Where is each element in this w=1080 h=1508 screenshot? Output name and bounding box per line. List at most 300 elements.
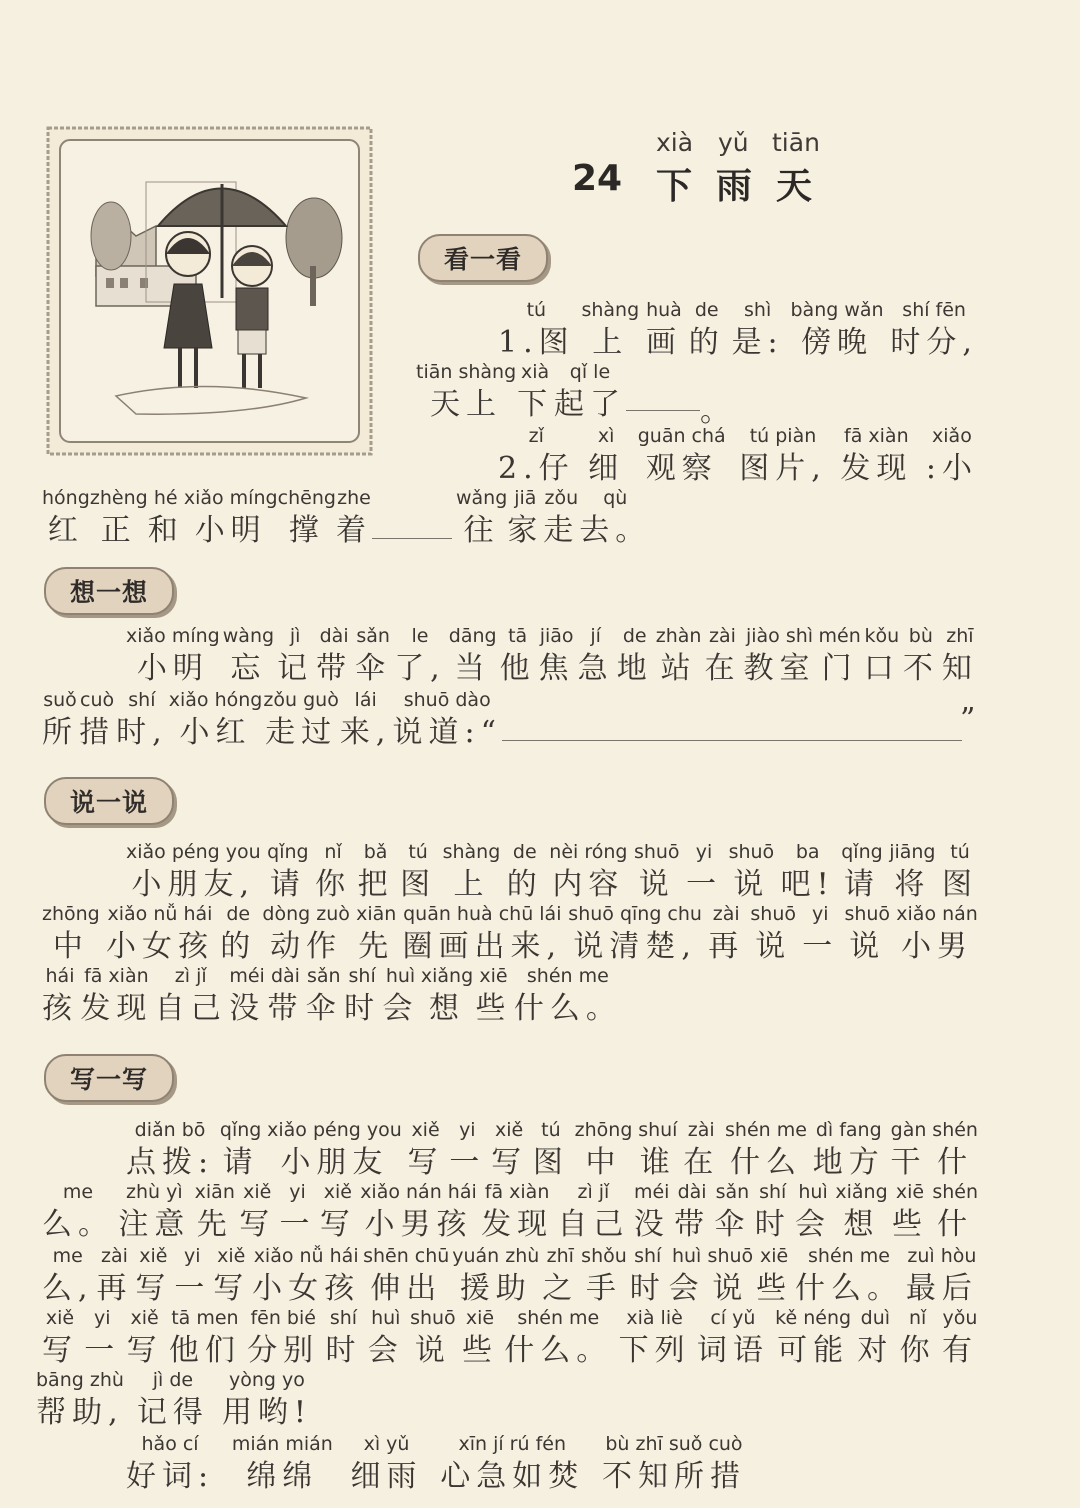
word <box>900 1304 936 1370</box>
hanzi: 细雨 <box>350 1459 423 1494</box>
word <box>539 622 575 688</box>
pinyin: dòng zuò <box>262 903 350 925</box>
word <box>252 1242 360 1308</box>
hanzi: 当 <box>454 651 491 686</box>
hanzi: 小女孩 <box>105 929 214 964</box>
pinyin: huì <box>671 1245 702 1267</box>
hanzi: 观察 <box>645 451 718 486</box>
hanzi: 来, <box>339 715 392 750</box>
word <box>498 296 575 362</box>
word <box>844 900 890 966</box>
word <box>116 686 168 752</box>
hanzi: 1.图 <box>498 325 575 360</box>
word <box>263 686 338 752</box>
word <box>126 838 261 904</box>
word <box>403 900 563 966</box>
pinyin: shén me <box>725 1119 807 1141</box>
pinyin: shuō qīng chu <box>568 903 702 925</box>
pinyin: jiào shì <box>745 625 814 647</box>
hanzi: 些 <box>756 1271 793 1306</box>
hanzi: 门 <box>821 651 858 686</box>
hanzi: 是: <box>731 325 784 360</box>
word <box>708 900 744 966</box>
hanzi: 走 <box>543 513 580 548</box>
hanzi: 图片, <box>739 451 827 486</box>
section-badge-think: 想一想 <box>44 567 174 615</box>
word <box>683 1116 719 1182</box>
hanzi: 撑 <box>288 513 325 548</box>
word <box>630 1242 666 1308</box>
word <box>755 1178 791 1244</box>
hanzi: 上 <box>453 867 490 902</box>
word <box>316 622 352 688</box>
pinyin: yi <box>811 903 829 925</box>
hanzi: 动作 <box>270 929 343 964</box>
word <box>232 1430 333 1496</box>
pinyin: zhī <box>946 625 974 647</box>
pinyin: cuò <box>80 689 115 711</box>
hanzi: 地 <box>616 651 653 686</box>
pinyin: nǐ <box>324 841 342 863</box>
answer-blank-weather[interactable] <box>626 380 700 411</box>
pinyin: jì <box>289 625 301 647</box>
pinyin: huì <box>385 965 416 987</box>
pinyin: zǒu <box>544 487 579 509</box>
hanzi: 上 <box>592 325 629 360</box>
word <box>942 838 978 904</box>
word <box>729 838 775 904</box>
hanzi: 走过 <box>265 715 338 750</box>
pinyin: yuán zhù <box>452 1245 540 1267</box>
pinyin: shén me <box>526 965 609 987</box>
pinyin: nèi róng <box>549 841 628 863</box>
word <box>813 1116 885 1182</box>
hanzi: 有 <box>941 1333 978 1368</box>
pinyin: me <box>52 1245 83 1267</box>
hanzi: 伞 <box>355 651 392 686</box>
pinyin: xiě <box>243 1181 272 1203</box>
pinyin: hái <box>45 965 75 987</box>
pinyin: dài <box>319 625 349 647</box>
pinyin: xiē <box>465 1307 495 1329</box>
hanzi: 对 <box>857 1333 894 1368</box>
pinyin: jiāo <box>539 625 574 647</box>
word <box>756 1242 792 1308</box>
pinyin: xiān <box>194 1181 235 1203</box>
text-line-2 <box>416 358 626 424</box>
pinyin: bāng zhù <box>36 1369 124 1391</box>
pinyin: hé <box>153 487 178 509</box>
word <box>932 1116 978 1182</box>
word <box>195 1178 235 1244</box>
pinyin: dāng <box>448 625 497 647</box>
word <box>358 838 394 904</box>
pinyin: huì <box>798 1181 828 1203</box>
illustration <box>46 126 373 456</box>
word <box>127 1304 163 1370</box>
hanzi: 说 <box>733 867 770 902</box>
hanzi: 记 <box>277 651 314 686</box>
word <box>315 838 351 904</box>
pinyin: kě néng <box>775 1307 852 1329</box>
pinyin: xià liè <box>626 1307 683 1329</box>
hanzi: 会 <box>668 1271 705 1306</box>
hanzi: 写 <box>319 1207 356 1242</box>
hanzi: 不 <box>902 651 939 686</box>
pinyin: yǒu <box>942 1307 978 1329</box>
word <box>344 962 380 1028</box>
pinyin: shuō <box>633 841 680 863</box>
word <box>656 622 702 688</box>
pinyin: shǒu <box>581 1245 627 1267</box>
pinyin: xīn jí rú fén <box>458 1433 566 1455</box>
word <box>476 962 512 1028</box>
pinyin: nǐ <box>908 1307 927 1329</box>
pinyin: qǐng <box>219 1119 262 1141</box>
pinyin: shí <box>634 1245 662 1267</box>
hanzi: 和 <box>147 513 184 548</box>
word <box>452 1242 539 1308</box>
text-line-4a <box>42 484 372 550</box>
pinyin: xiǎo hóng <box>168 689 263 711</box>
hanzi: 写 <box>126 1333 163 1368</box>
pinyin: ba <box>795 841 820 863</box>
pinyin: shuō <box>707 1245 754 1267</box>
pinyin: zài <box>101 1245 128 1267</box>
word <box>356 900 396 966</box>
word <box>42 1242 94 1308</box>
hanzi: 吧! <box>780 867 835 902</box>
hanzi: 说 <box>712 1271 749 1306</box>
hanzi: 写 <box>213 1271 250 1306</box>
hanzi: 时分, <box>890 325 978 360</box>
pinyin: tā men <box>171 1307 239 1329</box>
pinyin: shén me <box>517 1307 600 1329</box>
hanzi: 么, <box>42 1271 94 1306</box>
pinyin: tú <box>541 1119 561 1141</box>
word <box>549 838 627 904</box>
pinyin: guān chá <box>637 425 726 447</box>
hanzi: 着 <box>336 513 372 548</box>
hanzi: 什么。 <box>513 991 622 1026</box>
word <box>184 484 278 550</box>
word <box>568 900 702 966</box>
answer-blank-object[interactable] <box>372 508 452 539</box>
pinyin: zài <box>709 625 736 647</box>
pinyin: xì <box>597 425 615 447</box>
pinyin: fēn bié <box>250 1307 316 1329</box>
word <box>634 838 680 904</box>
word <box>638 1116 677 1182</box>
word <box>704 622 740 688</box>
hanzi: 说清楚, <box>573 929 697 964</box>
word <box>781 838 835 904</box>
word <box>383 962 419 1028</box>
pinyin: xiǎo péng you <box>267 1119 402 1141</box>
word <box>42 484 90 550</box>
hanzi: 说 <box>414 1333 451 1368</box>
word <box>674 1178 710 1244</box>
pinyin: shén <box>932 1119 978 1141</box>
pinyin: de <box>512 841 537 863</box>
word <box>42 900 100 966</box>
hanzi: 会 <box>367 1333 404 1368</box>
section-badge-look: 看一看 <box>418 234 548 282</box>
pinyin: xiǎo nán <box>896 903 978 925</box>
word <box>351 1430 423 1496</box>
word <box>126 1430 214 1496</box>
word <box>42 1304 78 1370</box>
word <box>220 900 256 966</box>
pinyin: qǐng <box>841 841 883 863</box>
word <box>456 484 507 550</box>
text-line-5 <box>126 622 978 688</box>
word <box>739 422 827 488</box>
pinyin: xiǎo míng <box>126 625 220 647</box>
pinyin: dì fang <box>815 1119 882 1141</box>
hanzi: 心急如焚 <box>440 1459 585 1494</box>
word <box>223 622 274 688</box>
hanzi: 教室 <box>743 651 816 686</box>
hanzi: 干 <box>890 1145 927 1180</box>
word <box>835 1178 887 1244</box>
text-line-6 <box>42 686 502 752</box>
hanzi: 伞 <box>714 1207 751 1242</box>
answer-blank-dialogue[interactable] <box>502 710 962 741</box>
hanzi: 内容 <box>552 867 625 902</box>
hanzi: 时 <box>629 1271 666 1306</box>
text-line-3 <box>498 422 978 488</box>
text-line-10 <box>126 1116 978 1182</box>
pinyin: zhù yì <box>126 1181 183 1203</box>
hanzi: 手 <box>585 1271 622 1306</box>
word <box>638 422 726 488</box>
pinyin: chēng <box>277 487 336 509</box>
hanzi: 些 <box>475 991 512 1026</box>
line-6-close-quote: ” <box>960 702 976 737</box>
hanzi: 先 <box>358 929 395 964</box>
word <box>443 838 501 904</box>
word <box>602 1430 746 1496</box>
pinyin: tā <box>508 625 528 647</box>
hanzi: 点拨: <box>126 1145 215 1180</box>
word <box>514 962 622 1028</box>
pinyin: lái <box>354 689 377 711</box>
hanzi: 小明 <box>136 651 209 686</box>
hanzi: 小朋友 <box>280 1145 389 1180</box>
word <box>708 1242 754 1308</box>
word <box>440 1430 584 1496</box>
hanzi: 写 <box>42 1333 78 1368</box>
pinyin: tú piàn <box>749 425 817 447</box>
hanzi: 将 <box>894 867 931 902</box>
text-line-12 <box>42 1242 978 1308</box>
hanzi: 帮助, <box>36 1395 124 1430</box>
hanzi: 在 <box>704 651 741 686</box>
word <box>320 1178 356 1244</box>
pinyin: shén me <box>808 1245 890 1267</box>
pinyin: xiǎng <box>835 1181 888 1203</box>
hanzi: 把 <box>357 867 394 902</box>
word <box>79 686 115 752</box>
pinyin: zǐ <box>528 425 544 447</box>
word <box>790 296 883 362</box>
pinyin: wǎng <box>456 487 508 509</box>
word <box>896 900 978 966</box>
word <box>864 622 900 688</box>
line-2-period: 。 <box>700 394 730 429</box>
pinyin: zhī <box>546 1245 574 1267</box>
pinyin: xiě <box>130 1307 159 1329</box>
word <box>942 622 978 688</box>
hanzi: 么。 <box>42 1207 114 1242</box>
hanzi: 写 <box>491 1145 528 1180</box>
word <box>267 962 303 1028</box>
hanzi: 说 <box>755 929 792 964</box>
word <box>306 962 342 1028</box>
hanzi: 地方 <box>812 1145 885 1180</box>
text-line-14 <box>36 1366 312 1432</box>
hanzi: 先 <box>196 1207 233 1242</box>
pinyin: de <box>226 903 251 925</box>
pinyin: zì jǐ <box>577 1181 610 1203</box>
hanzi: 小红 <box>179 715 252 750</box>
pinyin: zài <box>712 903 740 925</box>
word <box>891 1116 927 1182</box>
text-line-7 <box>126 838 978 904</box>
hanzi: 画 <box>645 325 682 360</box>
word <box>542 1242 578 1308</box>
hanzi: 什么。 <box>504 1333 613 1368</box>
word <box>732 296 784 362</box>
pinyin: le <box>411 625 429 647</box>
hanzi: 起了 <box>553 387 626 422</box>
pinyin: xì yǔ <box>363 1433 410 1455</box>
pinyin: xiǎo <box>932 425 972 447</box>
word <box>507 484 543 550</box>
word <box>686 838 722 904</box>
pinyin: tiān shàng <box>416 361 517 383</box>
hanzi: 发现 <box>840 451 913 486</box>
word <box>148 484 184 550</box>
hanzi: 的 <box>220 929 257 964</box>
hanzi: 会 <box>795 1207 832 1242</box>
hanzi: 自己 <box>557 1207 630 1242</box>
hanzi: 傍晚 <box>801 325 874 360</box>
hanzi: 什 <box>937 1145 974 1180</box>
hanzi: 所 <box>42 715 78 750</box>
word <box>169 1304 241 1370</box>
pinyin: de <box>622 625 647 647</box>
word <box>400 838 436 904</box>
title-pinyin-3: tiān <box>772 128 820 157</box>
word <box>744 622 816 688</box>
word <box>368 1304 404 1370</box>
hanzi: 什 <box>937 1207 974 1242</box>
pinyin: diǎn bō <box>134 1119 206 1141</box>
hanzi: 细 <box>588 451 625 486</box>
section-badge-say: 说一说 <box>44 777 174 825</box>
hanzi: 注意 <box>118 1207 191 1242</box>
pinyin: gàn <box>890 1119 927 1141</box>
pinyin: yi <box>184 1245 201 1267</box>
pinyin: xiě <box>139 1245 168 1267</box>
word <box>892 1178 928 1244</box>
word <box>126 1116 214 1182</box>
word <box>278 484 336 550</box>
hanzi: 发现 <box>80 991 153 1026</box>
hanzi: 词语 <box>696 1333 769 1368</box>
pinyin: xiǎo nǚ hái <box>253 1245 359 1267</box>
pinyin: yi <box>695 841 713 863</box>
word <box>578 622 614 688</box>
hanzi: 一 <box>802 929 839 964</box>
word <box>360 1178 477 1244</box>
text-line-13 <box>42 1304 978 1370</box>
word <box>410 1304 456 1370</box>
hanzi: 天上 <box>430 387 503 422</box>
pinyin: fā xiàn <box>484 1181 550 1203</box>
hanzi: 在 <box>683 1145 720 1180</box>
pinyin: mén <box>818 625 861 647</box>
pinyin: huà <box>646 299 682 321</box>
pinyin: sǎn <box>307 965 341 987</box>
word <box>106 900 214 966</box>
pinyin: shuí <box>638 1119 678 1141</box>
hanzi: 请 <box>269 867 306 902</box>
pinyin: wàng <box>222 625 275 647</box>
word <box>890 296 978 362</box>
pinyin: zhàn <box>655 625 702 647</box>
word <box>408 1116 444 1182</box>
hanzi: 孩 <box>42 991 78 1026</box>
word <box>775 1304 851 1370</box>
pinyin: qǐ le <box>569 361 611 383</box>
word <box>617 622 653 688</box>
word <box>135 1242 171 1308</box>
pinyin: sǎn <box>715 1181 750 1203</box>
hanzi: 援助 <box>459 1271 532 1306</box>
pinyin: shuō <box>750 903 797 925</box>
hanzi: 往 <box>463 513 500 548</box>
word <box>229 962 265 1028</box>
section-badge-write: 写一写 <box>44 1054 174 1102</box>
word <box>239 1178 275 1244</box>
pinyin: jiā <box>514 487 537 509</box>
word <box>449 1116 485 1182</box>
word <box>155 962 227 1028</box>
pinyin: shì <box>744 299 772 321</box>
pinyin: xiǎng <box>420 965 474 987</box>
word <box>504 1304 612 1370</box>
word <box>889 838 935 904</box>
word <box>533 1116 569 1182</box>
hanzi: 知 <box>941 651 978 686</box>
word <box>795 1178 831 1244</box>
word <box>579 484 651 550</box>
pinyin: cí yǔ <box>710 1307 756 1329</box>
pinyin: bù zhī suǒ cuò <box>605 1433 743 1455</box>
pinyin: zài <box>687 1119 715 1141</box>
word <box>213 1242 249 1308</box>
word <box>277 622 313 688</box>
word <box>174 1242 210 1308</box>
pinyin: xiǎo nán hái <box>360 1181 477 1203</box>
hanzi: 带 <box>316 651 353 686</box>
pinyin: méi <box>229 965 265 987</box>
hanzi: 时 <box>325 1333 362 1368</box>
word <box>697 1304 769 1370</box>
